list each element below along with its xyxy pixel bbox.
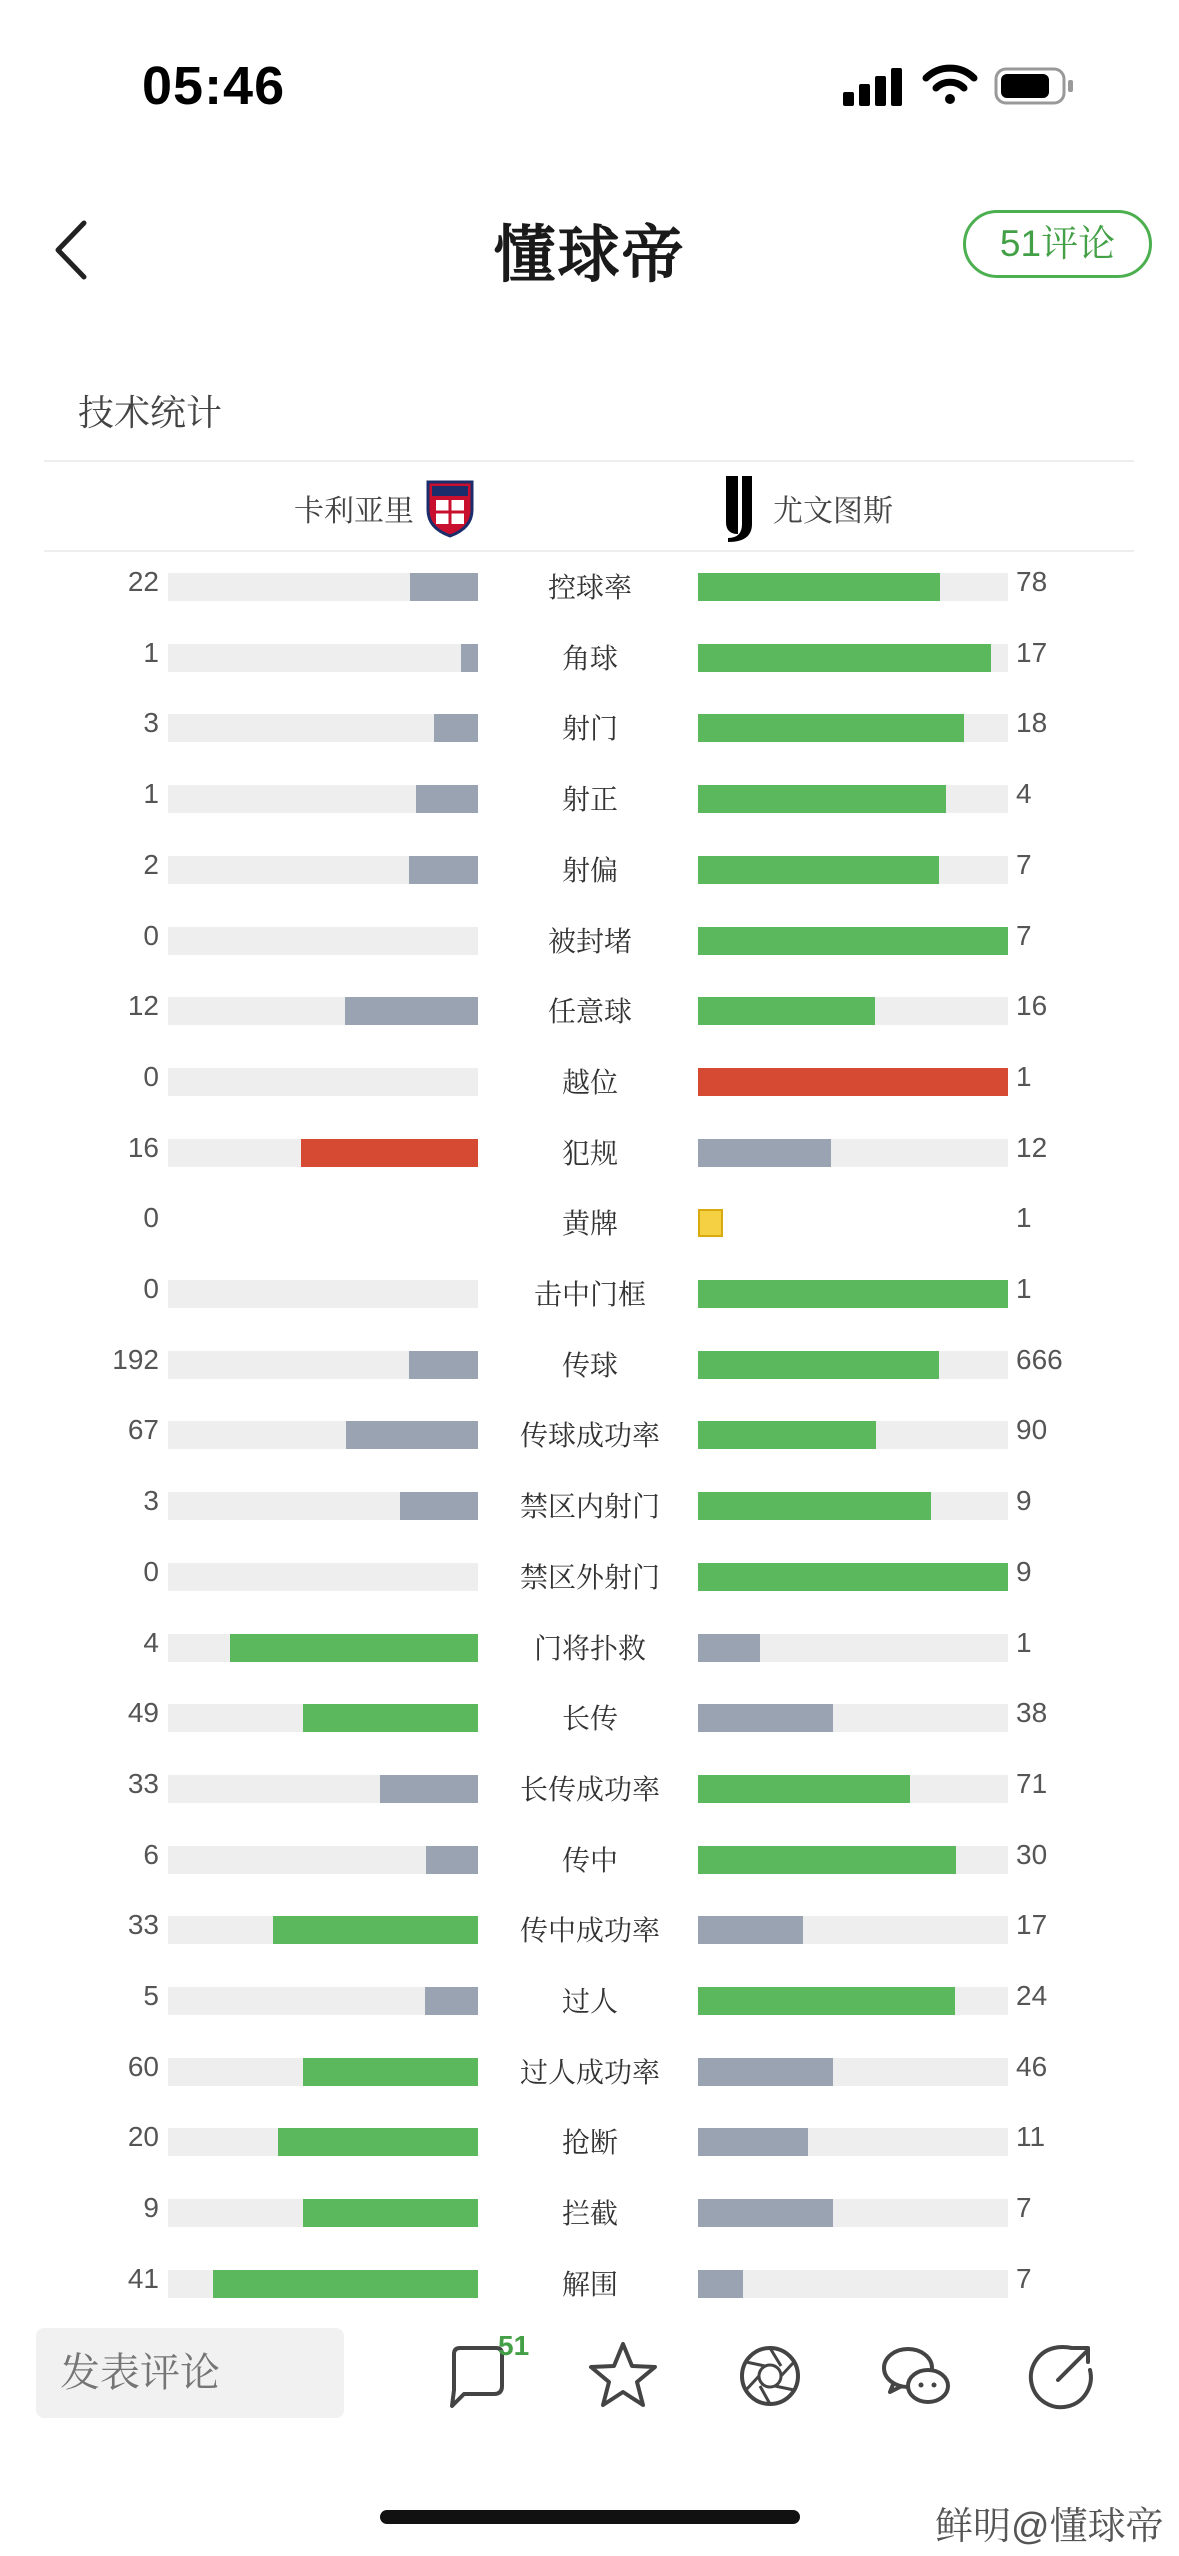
away-bar-fill — [698, 1492, 931, 1520]
home-bar-track — [168, 1351, 478, 1379]
stat-label: 传中成功率 — [519, 1915, 660, 1947]
away-value: 1 — [1016, 1626, 1032, 1658]
stat-label: 犯规 — [561, 1137, 618, 1169]
home-bar-track — [168, 1846, 478, 1874]
home-bar-fill — [380, 1775, 478, 1803]
stat-row — [0, 621, 1179, 692]
away-value: 17 — [1016, 636, 1048, 668]
home-bar-track — [168, 1987, 478, 2015]
home-bar-fill — [303, 1704, 478, 1732]
away-bar-track — [698, 1634, 1008, 1662]
away-bar-track — [698, 2128, 1008, 2156]
away-bar-fill — [698, 1421, 876, 1449]
stat-label: 长传成功率 — [519, 1773, 660, 1805]
stat-row — [0, 1186, 1179, 1257]
stat-row — [0, 1257, 1179, 1328]
away-value: 78 — [1016, 566, 1048, 597]
home-bar-track — [168, 714, 478, 742]
away-bar-track — [698, 1209, 1008, 1237]
stat-label: 传球成功率 — [519, 1420, 660, 1452]
away-bar-track — [698, 2270, 1008, 2298]
away-bar-fill — [698, 1987, 955, 2015]
home-value: 9 — [143, 2192, 159, 2224]
away-bar-track — [698, 1563, 1008, 1591]
home-bar-track — [168, 1563, 478, 1591]
home-bar-track — [168, 1209, 478, 1237]
home-bar-fill — [426, 1846, 478, 1874]
away-bar-fill — [698, 573, 940, 601]
home-bar-track — [168, 1421, 478, 1449]
stat-row — [0, 833, 1179, 904]
away-bar-track — [698, 1492, 1008, 1520]
home-bar-track — [168, 1139, 478, 1167]
away-bar-fill — [698, 856, 939, 884]
stat-label: 黄牌 — [561, 1208, 618, 1240]
away-bar-track — [698, 1846, 1008, 1874]
comments-button[interactable]: 51评论 — [963, 210, 1152, 278]
home-bar-fill — [345, 997, 478, 1025]
home-bar-track — [168, 1068, 478, 1096]
away-value: 18 — [1016, 707, 1048, 739]
stat-label: 过人 — [561, 1986, 618, 2017]
away-value: 9 — [1016, 1555, 1032, 1587]
away-bar-fill — [698, 1634, 760, 1662]
away-bar-fill — [698, 2058, 833, 2086]
away-value: 24 — [1016, 1980, 1048, 2011]
stat-row — [0, 1964, 1179, 2035]
stat-label: 传球 — [561, 1349, 618, 1381]
home-value: 0 — [143, 1273, 159, 1304]
stat-row — [0, 1611, 1179, 1682]
away-bar-fill — [698, 1280, 1008, 1308]
stat-row — [0, 2247, 1179, 2310]
away-bar-fill — [698, 1846, 956, 1874]
star-icon[interactable] — [583, 2336, 663, 2416]
home-bar-track — [168, 2058, 478, 2086]
home-bar-fill — [213, 2270, 478, 2298]
away-bar-track — [698, 644, 1008, 672]
home-bar-track — [168, 2270, 478, 2298]
away-value: 90 — [1016, 1414, 1048, 1446]
stat-label: 被封堵 — [547, 925, 632, 957]
away-value: 17 — [1016, 1909, 1048, 1941]
away-value: 71 — [1016, 1767, 1048, 1799]
away-bar-track — [698, 997, 1008, 1025]
home-bar-track — [168, 1634, 478, 1662]
wechat-icon[interactable] — [876, 2336, 956, 2416]
stat-row — [0, 1540, 1179, 1611]
cellular-signal-icon — [843, 68, 903, 106]
stat-label: 越位 — [561, 1066, 618, 1098]
stat-label: 任意球 — [547, 996, 632, 1028]
home-value: 0 — [143, 1202, 159, 1234]
away-bar-track — [698, 2199, 1008, 2227]
away-value: 7 — [1016, 2262, 1032, 2294]
stat-row — [0, 1045, 1179, 1116]
share-icon[interactable] — [1022, 2336, 1102, 2416]
away-bar-fill — [698, 1916, 803, 1944]
battery-icon — [994, 66, 1076, 106]
credit-text: 鲜明@懂球帝 — [935, 2506, 1164, 2548]
stat-label: 射正 — [561, 784, 618, 816]
home-bar-track — [168, 573, 478, 601]
away-bar-track — [698, 1351, 1008, 1379]
home-value: 0 — [143, 1555, 159, 1587]
home-bar-track — [168, 1280, 478, 1308]
away-value: 7 — [1016, 919, 1032, 951]
home-bar-track — [168, 1916, 478, 1944]
away-bar-fill — [698, 1351, 939, 1379]
away-value: 7 — [1016, 848, 1032, 880]
home-bar-fill — [303, 2199, 478, 2227]
stat-row — [0, 1328, 1179, 1399]
home-value: 12 — [127, 990, 159, 1022]
home-bar-fill — [278, 2128, 478, 2156]
home-value: 4 — [143, 1626, 159, 1658]
stat-row — [0, 974, 1179, 1045]
stat-row — [0, 904, 1179, 975]
comment-count-badge: 51 — [498, 2330, 530, 2361]
stat-label: 门将扑救 — [533, 1632, 646, 1664]
status-time: 05:46 — [142, 56, 286, 116]
home-value: 67 — [127, 1414, 159, 1446]
away-bar-fill — [698, 644, 991, 672]
home-value: 192 — [112, 1343, 159, 1375]
home-value: 1 — [143, 778, 159, 810]
stat-row — [0, 1681, 1179, 1752]
away-bar-fill — [698, 1068, 1008, 1096]
home-value: 3 — [143, 1485, 159, 1517]
home-bar-fill — [409, 1351, 478, 1379]
away-bar-fill — [698, 2199, 833, 2227]
away-bar-track — [698, 573, 1008, 601]
home-bar-track — [168, 1492, 478, 1520]
stat-row — [0, 1752, 1179, 1823]
home-bar-fill — [346, 1421, 478, 1449]
cagliari-crest-icon — [424, 476, 476, 538]
stat-label: 射偏 — [561, 854, 618, 886]
stat-row — [0, 1116, 1179, 1187]
away-value: 16 — [1016, 990, 1048, 1022]
home-value: 33 — [127, 1909, 159, 1941]
away-bar-fill — [698, 997, 875, 1025]
away-bar-track — [698, 714, 1008, 742]
away-bar-track — [698, 1775, 1008, 1803]
away-value: 1 — [1016, 1060, 1032, 1092]
home-value: 6 — [143, 1838, 159, 1870]
away-bar-fill — [698, 1563, 1008, 1591]
stat-label: 禁区内射门 — [519, 1491, 660, 1523]
stat-row — [0, 2035, 1179, 2106]
away-bar-track — [698, 1916, 1008, 1944]
away-bar-fill — [698, 2128, 808, 2156]
stat-label: 长传 — [561, 1703, 618, 1735]
home-value: 2 — [143, 848, 159, 880]
stats-list — [0, 550, 1179, 2310]
stat-row — [0, 550, 1179, 621]
away-value: 38 — [1016, 1697, 1048, 1729]
home-bar-fill — [425, 1987, 478, 2015]
stat-label: 控球率 — [547, 572, 632, 603]
home-value: 16 — [127, 1131, 159, 1163]
away-value: 9 — [1016, 1485, 1032, 1517]
home-bar-fill — [230, 1634, 478, 1662]
stat-label: 击中门框 — [533, 1279, 646, 1310]
away-bar-track — [698, 1068, 1008, 1096]
nav-bar — [0, 175, 1179, 315]
away-bar-track — [698, 1421, 1008, 1449]
stat-row — [0, 1823, 1179, 1894]
home-value: 5 — [143, 1980, 159, 2011]
away-bar-track — [698, 2058, 1008, 2086]
home-value: 0 — [143, 1060, 159, 1092]
home-value: 22 — [127, 566, 159, 597]
away-bar-fill — [698, 785, 946, 813]
stat-row — [0, 691, 1179, 762]
home-value: 20 — [127, 2121, 159, 2153]
home-bar-fill — [461, 644, 478, 672]
away-bar-fill — [698, 927, 1008, 955]
yellow-card-icon — [698, 1209, 723, 1237]
stat-row — [0, 1469, 1179, 1540]
stat-row — [0, 762, 1179, 833]
away-value: 12 — [1016, 1131, 1048, 1163]
watermark — [930, 2258, 940, 2292]
home-bar-track — [168, 2199, 478, 2227]
away-bar-track — [698, 856, 1008, 884]
away-bar-track — [698, 1987, 1008, 2015]
home-value: 3 — [143, 707, 159, 739]
home-bar-track — [168, 997, 478, 1025]
home-bar-fill — [400, 1492, 478, 1520]
stat-row — [0, 1398, 1179, 1469]
page-title: 懂球帝 — [493, 221, 686, 290]
home-value: 1 — [143, 636, 159, 668]
away-bar-track — [698, 1139, 1008, 1167]
stat-row — [0, 2105, 1179, 2176]
away-team-name: 尤文图斯 — [773, 495, 893, 528]
home-bar-track — [168, 1775, 478, 1803]
away-bar-fill — [698, 1704, 833, 1732]
away-bar-fill — [698, 714, 964, 742]
away-bar-track — [698, 1280, 1008, 1308]
away-bar-track — [698, 785, 1008, 813]
home-value: 60 — [127, 2050, 159, 2082]
home-bar-fill — [273, 1916, 478, 1944]
stat-label: 拦截 — [561, 2198, 618, 2230]
away-bar-fill — [698, 1775, 910, 1803]
away-bar-track — [698, 927, 1008, 955]
juventus-logo-icon — [718, 472, 760, 542]
comment-input[interactable] — [36, 2328, 344, 2418]
away-value: 11 — [1016, 2121, 1046, 2153]
away-value: 1 — [1016, 1273, 1032, 1304]
stat-label: 抢断 — [561, 2127, 618, 2159]
home-bar-fill — [434, 714, 478, 742]
home-value: 33 — [127, 1767, 159, 1799]
home-bar-fill — [409, 856, 478, 884]
home-bar-fill — [303, 2058, 478, 2086]
stat-label: 解围 — [561, 2268, 618, 2300]
teams-header — [0, 462, 1179, 552]
away-value: 7 — [1016, 2192, 1032, 2224]
home-bar-track — [168, 785, 478, 813]
away-value: 666 — [1016, 1343, 1063, 1375]
home-bar-fill — [410, 573, 478, 601]
bottom-bar — [0, 2310, 1179, 2556]
stat-label: 射门 — [561, 713, 618, 745]
home-bar-track — [168, 856, 478, 884]
away-value: 46 — [1016, 2050, 1048, 2082]
away-value: 30 — [1016, 1838, 1048, 1870]
home-bar-track — [168, 927, 478, 955]
away-bar-track — [698, 1704, 1008, 1732]
camera-shutter-icon[interactable] — [730, 2336, 810, 2416]
home-indicator[interactable] — [380, 2510, 800, 2524]
home-bar-fill — [301, 1139, 478, 1167]
home-value: 49 — [127, 1697, 159, 1729]
stat-label: 过人成功率 — [519, 2056, 660, 2088]
away-bar-fill — [698, 1139, 831, 1167]
away-value: 1 — [1016, 1202, 1032, 1234]
section-title: 技术统计 — [78, 392, 223, 433]
home-bar-track — [168, 2128, 478, 2156]
stat-label: 角球 — [561, 642, 618, 674]
stat-label: 禁区外射门 — [519, 1561, 660, 1593]
home-bar-fill — [416, 785, 478, 813]
home-value: 0 — [143, 919, 159, 951]
home-value: 41 — [127, 2262, 159, 2294]
home-bar-track — [168, 1704, 478, 1732]
home-team-name: 卡利亚里 — [294, 495, 414, 528]
status-bar — [0, 0, 1179, 175]
stat-label: 传中 — [561, 1844, 618, 1876]
away-value: 4 — [1016, 778, 1032, 810]
wifi-icon — [922, 62, 978, 106]
home-bar-track — [168, 644, 478, 672]
away-bar-fill — [698, 2270, 743, 2298]
stat-row — [0, 2176, 1179, 2247]
stat-row — [0, 1893, 1179, 1964]
